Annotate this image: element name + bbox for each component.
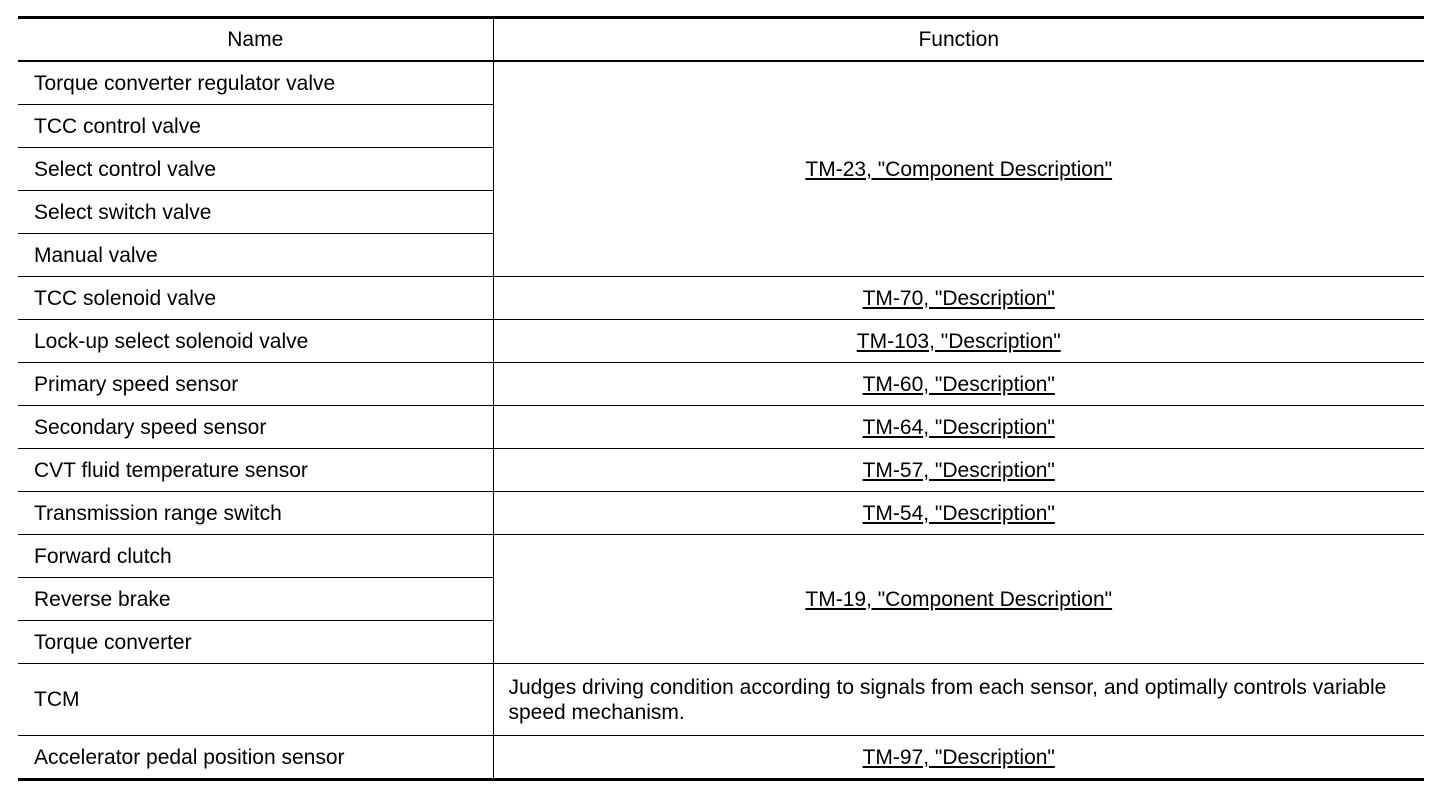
table-row (18, 320, 1424, 363)
row-name: Reverse brake (18, 578, 493, 621)
row-function-cell (493, 535, 1424, 664)
row-name: Transmission range switch (18, 492, 493, 535)
component-function-table (18, 16, 1424, 781)
row-name: CVT fluid temperature sensor (18, 449, 493, 492)
table-row (18, 61, 1424, 105)
row-function-cell (493, 736, 1424, 780)
row-function-cell (493, 61, 1424, 277)
row-name: Torque converter (18, 621, 493, 664)
row-name: Secondary speed sensor (18, 406, 493, 449)
row-function-cell (493, 492, 1424, 535)
row-name: Torque converter regulator valve (18, 61, 493, 105)
row-name: Forward clutch (18, 535, 493, 578)
table-row (18, 277, 1424, 320)
table-row (18, 363, 1424, 406)
row-name: Select switch valve (18, 191, 493, 234)
row-function-cell (493, 449, 1424, 492)
row-function-cell (493, 406, 1424, 449)
reference-link[interactable]: TM-23, "Component Description" (805, 157, 1113, 181)
row-function-cell (493, 320, 1424, 363)
reference-link[interactable]: TM-54, "Description" (862, 501, 1055, 525)
row-name: Accelerator pedal position sensor (18, 736, 493, 780)
reference-link[interactable]: TM-97, "Description" (862, 745, 1055, 769)
reference-link[interactable]: TM-70, "Description" (862, 286, 1055, 310)
row-name: TCM (18, 664, 493, 736)
row-name: Manual valve (18, 234, 493, 277)
header-name: Name (18, 18, 493, 62)
reference-link[interactable]: TM-64, "Description" (862, 415, 1055, 439)
row-name: Select control valve (18, 148, 493, 191)
header-function: Function (493, 18, 1424, 62)
row-function-cell (493, 277, 1424, 320)
reference-link[interactable]: TM-57, "Description" (862, 458, 1055, 482)
table-row (18, 492, 1424, 535)
table-row (18, 406, 1424, 449)
reference-link[interactable]: TM-103, "Description" (856, 329, 1061, 353)
table-header-row (18, 18, 1424, 62)
row-name: TCC control valve (18, 105, 493, 148)
table-row (18, 664, 1424, 736)
row-name: TCC solenoid valve (18, 277, 493, 320)
row-function-text: Judges driving condition according to signals from each sensor, and optimally controls variable speed mechanism. (493, 664, 1424, 736)
row-name: Lock-up select solenoid valve (18, 320, 493, 363)
table-row (18, 449, 1424, 492)
reference-link[interactable]: TM-19, "Component Description" (805, 587, 1113, 611)
table-row (18, 535, 1424, 578)
table-row (18, 736, 1424, 780)
row-name: Primary speed sensor (18, 363, 493, 406)
row-function-cell (493, 363, 1424, 406)
reference-link[interactable]: TM-60, "Description" (862, 372, 1055, 396)
